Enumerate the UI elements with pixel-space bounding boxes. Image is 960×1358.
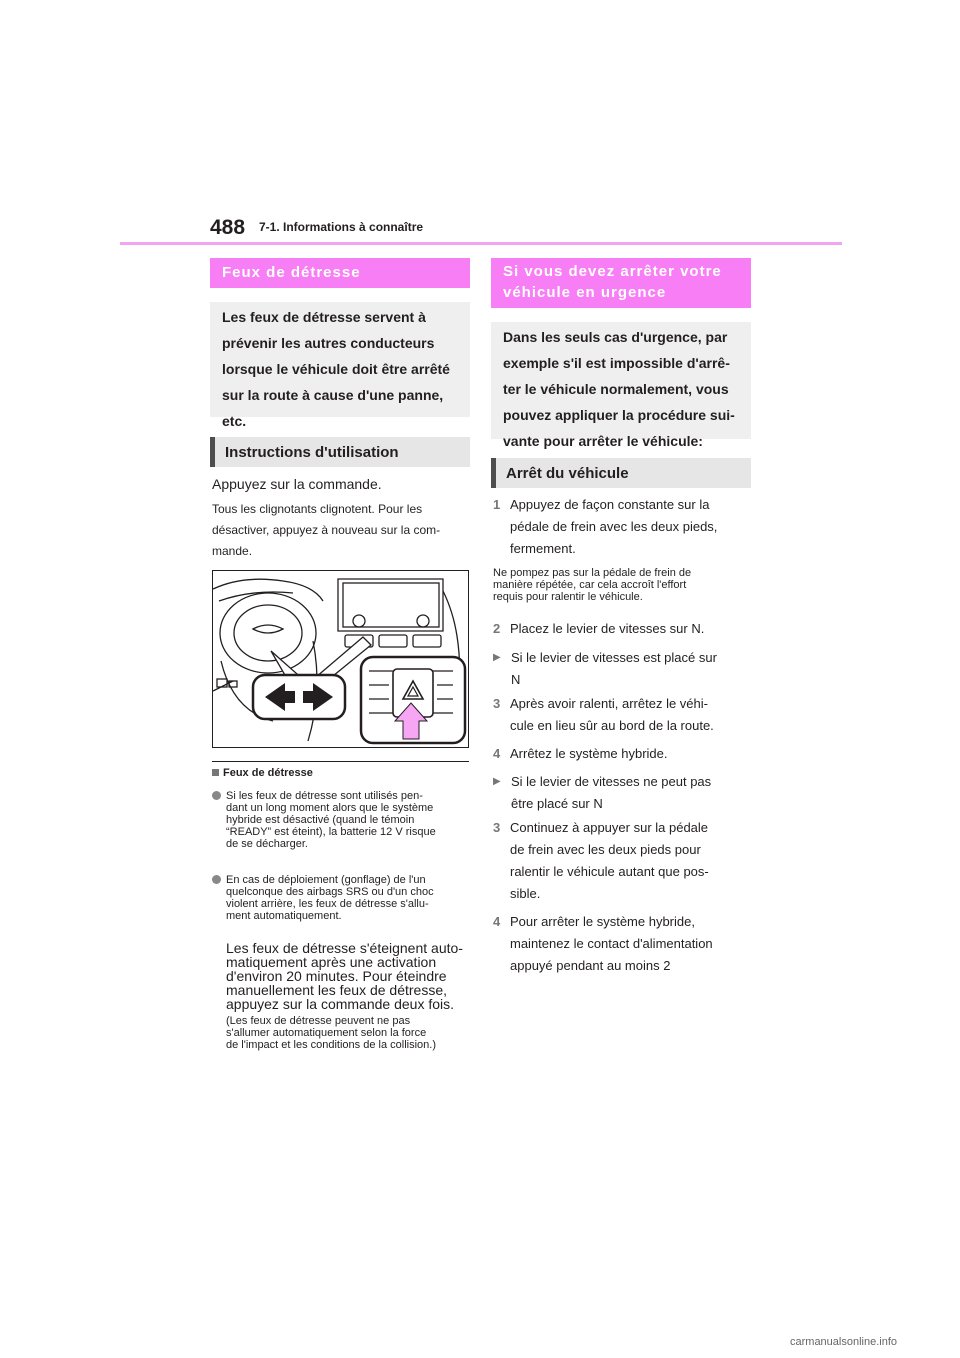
note-line: Si les feux de détresse sont utilisés pen-: [226, 790, 423, 802]
instruction-text: Appuyez sur la commande.: [212, 476, 382, 492]
step-line: sible.: [510, 886, 541, 901]
condition-line: Si le levier de vitesses est placé sur: [511, 650, 717, 665]
intro-box-right: [491, 322, 751, 449]
big-note-line: matiquement après une activation: [226, 954, 437, 970]
step-number: 2: [493, 621, 501, 636]
tail-line: s'allumer automatiquement selon la force: [226, 1027, 427, 1039]
step-line: Après avoir ralenti, arrêtez le véhi-: [510, 696, 708, 711]
intro-line: Dans les seuls cas d'urgence, par: [503, 329, 728, 345]
intro-line: lorsque le véhicule doit être arrêté: [222, 361, 450, 377]
dashboard-drawing: [213, 571, 468, 747]
step1-note: [493, 567, 753, 603]
step-number: 4: [493, 746, 501, 761]
heading-urgence: [491, 258, 751, 308]
big-note-line: d'environ 20 minutes. Pour éteindre: [226, 968, 447, 984]
step-4a: [493, 743, 753, 765]
intro-line: exemple s'il est impossible d'arrê-: [503, 355, 730, 371]
intro-line: Les feux de détresse servent à: [222, 309, 426, 325]
step-number: 3: [493, 696, 501, 711]
detail-line: mande.: [212, 544, 253, 558]
step-number: 1: [493, 497, 501, 512]
instruction-detail: [212, 499, 440, 562]
condition-not-n: [493, 771, 753, 815]
big-note-line: manuellement les feux de détresse,: [226, 982, 448, 998]
step-line: cule en lieu sûr au bord de la route.: [510, 718, 714, 733]
intro-line: ter le véhicule normalement, vous: [503, 381, 729, 397]
big-note-line: appuyez sur la commande deux fois.: [226, 996, 455, 1012]
collision-note: [226, 1015, 476, 1051]
condition-line: être placé sur N: [511, 796, 603, 811]
note-line: Ne pompez pas sur la pédale de frein de: [493, 567, 692, 579]
section-title: 7-1. Informations à connaître: [259, 220, 424, 234]
step-line: Placez le levier de vitesses sur N.: [510, 621, 705, 636]
subheading-text: Instructions d'utilisation: [225, 443, 399, 461]
triangle-bullet-icon: ▶: [493, 776, 501, 787]
intro-line: prévenir les autres conducteurs: [222, 335, 435, 351]
condition-line: N: [511, 672, 521, 687]
note-heading: [212, 767, 313, 779]
intro-line: pouvez appliquer la procédure sui-: [503, 407, 735, 423]
note-line: ment automatiquement.: [226, 910, 342, 922]
big-note-line: Les feux de détresse s'éteignent auto-: [226, 940, 463, 956]
step-number: 4: [493, 914, 501, 929]
step-number: 3: [493, 820, 501, 835]
step-line: Arrêtez le système hybride.: [510, 746, 668, 761]
condition-line: Si le levier de vitesses ne peut pas: [511, 774, 712, 789]
step-line: fermement.: [510, 541, 576, 556]
page-number: 488: [210, 216, 246, 239]
step-1: [493, 494, 753, 560]
notes-divider: [212, 761, 469, 762]
header-rule: [120, 242, 842, 245]
step-3a: [493, 693, 753, 737]
note-line: En cas de déploiement (gonflage) de l'un: [226, 874, 426, 886]
bullet-dot-icon: [212, 875, 221, 884]
intro-line: etc.: [222, 413, 247, 429]
tail-line: de l'impact et les conditions de la collision.): [226, 1039, 436, 1051]
note-line: quelconque des airbags SRS ou d'un choc: [226, 886, 434, 898]
subheading-text: Arrêt du véhicule: [506, 464, 629, 482]
step-line: maintenez le contact d'alimentation: [510, 936, 713, 951]
intro-line: sur la route à cause d'une panne,: [222, 387, 444, 403]
square-bullet-icon: [212, 769, 219, 776]
tail-line: (Les feux de détresse peuvent ne pas: [226, 1015, 411, 1027]
note-line: de se décharger.: [226, 838, 308, 850]
heading-text: Feux de détresse: [222, 264, 361, 281]
hazard-switch-illustration: [212, 570, 469, 748]
heading-line: Si vous devez arrêter votre: [503, 263, 722, 280]
note-line: requis pour ralentir le véhicule.: [493, 591, 643, 603]
detail-line: désactiver, appuyez à nouveau sur la com-: [212, 523, 441, 537]
note-line: dant un long moment alors que le système: [226, 802, 434, 814]
step-line: Appuyez de façon constante sur la: [510, 497, 710, 512]
step-line: ralentir le véhicule autant que pos-: [510, 864, 709, 879]
intro-line: vante pour arrêter le véhicule:: [503, 433, 703, 449]
condition-n: [493, 647, 753, 691]
step-2: [493, 618, 753, 640]
note-line: manière répétée, car cela accroît l'effort: [493, 579, 687, 591]
step-4b: [493, 911, 753, 977]
step-line: Pour arrêter le système hybride,: [510, 914, 695, 929]
note-line: “READY” est éteint), la batterie 12 V risque: [226, 826, 436, 838]
note-heading-text: Feux de détresse: [223, 767, 313, 779]
bullet-dot-icon: [212, 791, 221, 800]
subheading-instructions: [210, 437, 470, 467]
step-line: pédale de frein avec les deux pieds,: [510, 519, 718, 534]
detail-line: Tous les clignotants clignotent. Pour les: [212, 502, 423, 516]
note-line: hybride est désactivé (quand le témoin: [226, 814, 415, 826]
intro-box-left: [210, 302, 470, 429]
step-line: Continuez à appuyer sur la pédale: [510, 820, 709, 835]
heading-feux-detresse: [210, 258, 470, 288]
step-line: appuyé pendant au moins 2: [510, 958, 671, 973]
subheading-arret: [491, 458, 751, 488]
auto-off-note: [226, 941, 476, 1011]
step-line: de frein avec les deux pieds pour: [510, 842, 701, 857]
note-line: violent arrière, les feux de détresse s'allu-: [226, 898, 429, 910]
step-3b: [493, 817, 753, 905]
triangle-bullet-icon: ▶: [493, 652, 501, 663]
heading-line: véhicule en urgence: [503, 284, 667, 301]
watermark: carmanualsonline.info: [790, 1336, 898, 1348]
